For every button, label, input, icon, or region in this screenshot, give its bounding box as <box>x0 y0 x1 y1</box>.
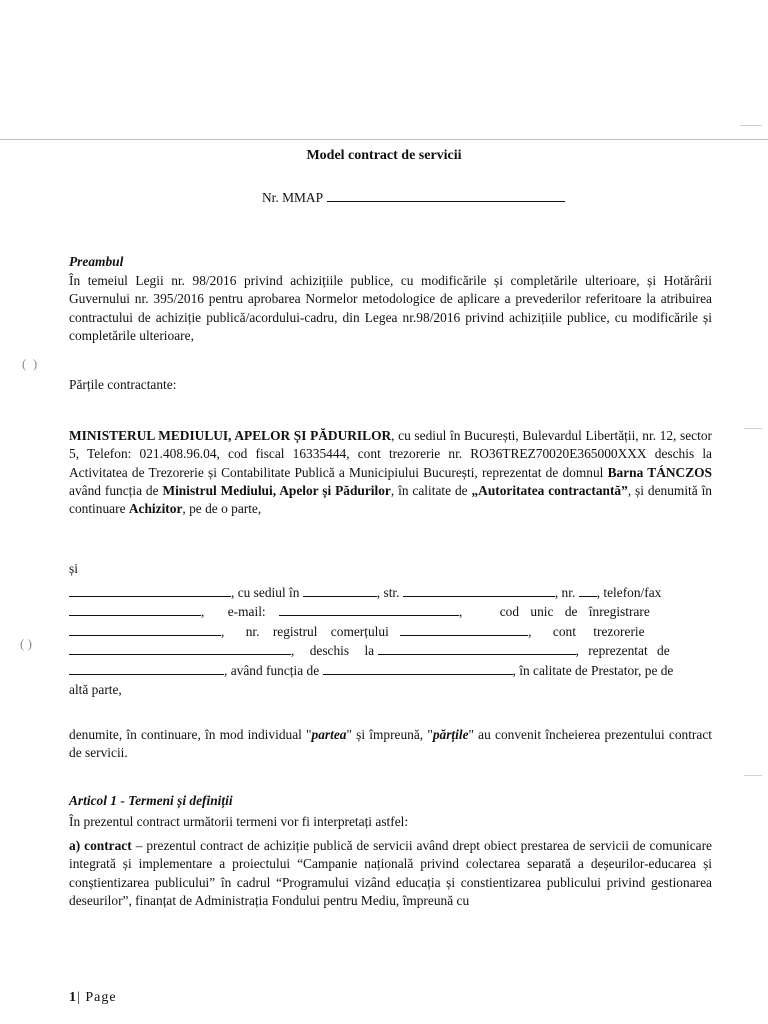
provider-text: , în calitate de Prestator, pe de <box>512 663 674 678</box>
representative-function: Ministrul Mediului, Apelor și Pădurilor <box>162 482 391 498</box>
blank-field <box>378 643 576 655</box>
provider-line-2 <box>69 604 712 620</box>
denumite-text: " și împreună, " <box>346 727 433 742</box>
parties-label: Părțile contractante: <box>69 377 177 392</box>
ministry-text: , cu sediul în București, Bulevardul Libertății, nr. 12, sector 5, Telefon: 021.408.96.04, cod fiscal 16335444, cont trezorerie nr. RO36TREZ70020E365000XXX deschis la Activitatea de Trezorerie și Contabilitate Publică a Municipiului București, reprezentat de domnul <box>69 428 712 480</box>
scan-mark <box>740 125 762 126</box>
blank-field <box>69 585 231 597</box>
scan-mark <box>744 775 762 776</box>
contract-number <box>262 190 565 206</box>
blank-field <box>403 585 555 597</box>
provider-line-6: altă parte, <box>69 682 122 697</box>
document-title: Model contract de servicii <box>306 148 462 163</box>
provider-text: , <box>221 624 225 639</box>
denumite-text: denumite, în continuare, în mod individual " <box>69 727 312 742</box>
page-label: Page <box>85 990 117 1005</box>
blank-field <box>279 604 459 616</box>
page-separator: | <box>77 990 81 1005</box>
article1-intro: În prezentul contract următorii termeni vor fi interpretați astfel: <box>69 814 409 829</box>
blank-field <box>400 624 528 636</box>
page-footer <box>69 990 117 1006</box>
provider-text: , cu sediul în <box>231 585 300 600</box>
contract-number-label: Nr. MMAP <box>262 190 324 205</box>
preamble-paragraph: În temeiul Legii nr. 98/2016 privind achizițiile publice, cu modificările și completările ulterioare, și Hotărârii Guvernului nr. 395/2016 pentru aprobarea Normelor metodologice de aplicare a prevederilor referitoare la atribuirea contractului de achiziție publică/acordului-cadru, din Legea nr.98/2016 privind achizițiile publice, cu modificările și completările ulterioare, <box>69 273 712 343</box>
preamble-text <box>69 272 712 345</box>
provider-text: , <box>459 604 463 619</box>
blank-field <box>69 604 201 616</box>
contracting-authority-role: „Autoritatea contractantă” <box>471 482 628 498</box>
scan-mark <box>744 428 762 429</box>
term-partile: părțile <box>432 727 469 742</box>
ministry-text: având funcția de <box>69 482 163 498</box>
provider-text: , nr. <box>554 585 576 600</box>
buyer-role: Achizitor <box>128 501 183 517</box>
preamble-heading: Preambul <box>69 254 124 269</box>
provider-line-3 <box>69 624 712 640</box>
provider-text: , <box>201 604 205 619</box>
provider-text: , telefon/fax <box>596 585 662 600</box>
ministry-paragraph <box>69 427 712 518</box>
provider-text: nr. registrul comerțului <box>245 624 389 639</box>
article1-a-text: – prezentul contract de achiziție publică de servicii având drept obiect prestarea de servicii de comunicare integrată și implementare a proiectului “Campanie națională privind colectarea separată a deșeurilor-educarea și conștientizarea publicului” în cadrul “Programului vizând educația și constientizarea publicului privind gestionarea deseurilor”, finanțat de Administrația Fondului pentru Mediu, împreună cu <box>69 838 712 908</box>
ministry-text: , în calitate de <box>390 482 472 498</box>
term-partea: partea <box>311 727 347 742</box>
page-number: 1 <box>69 990 77 1005</box>
blank-field <box>69 624 221 636</box>
blank-field <box>579 585 597 597</box>
term-contract: a) contract <box>69 838 132 853</box>
ministry-text: , pe de o parte, <box>182 501 262 517</box>
scan-top-rule <box>0 139 768 140</box>
article1-heading: Articol 1 - Termeni și definiții <box>69 793 233 808</box>
blank-field <box>323 663 513 675</box>
punch-hole-icon: ( ) <box>22 356 38 371</box>
denumite-text: " au convenit încheierea prezentului contract de servicii. <box>69 727 713 761</box>
blank-field <box>303 585 377 597</box>
contract-number-blank <box>327 190 565 202</box>
provider-text: , având funcția de <box>224 663 320 678</box>
blank-field <box>69 663 224 675</box>
ministry-text: , și denumită în continuare <box>69 482 712 517</box>
provider-text: cod unic de înregistrare <box>499 604 650 619</box>
provider-line-4 <box>69 643 712 659</box>
blank-field <box>69 643 291 655</box>
provider-text: , <box>528 624 532 639</box>
provider-line-5 <box>69 663 712 679</box>
provider-line-1 <box>69 585 712 601</box>
article1-a-paragraph <box>69 837 712 910</box>
denumite-paragraph <box>69 726 712 763</box>
punch-hole-icon: ( ) <box>20 636 32 651</box>
si-label: și <box>69 561 78 576</box>
provider-text: , deschis la <box>291 643 375 658</box>
provider-text: , reprezentat de <box>575 643 670 658</box>
ministry-name: MINISTERUL MEDIULUI, APELOR ȘI PĂDURILOR <box>69 428 392 443</box>
representative-name: Barna TÁNCZOS <box>607 464 712 480</box>
provider-text: , str. <box>376 585 400 600</box>
provider-text: cont trezorerie <box>552 624 645 639</box>
provider-text: e-mail: <box>227 604 266 619</box>
